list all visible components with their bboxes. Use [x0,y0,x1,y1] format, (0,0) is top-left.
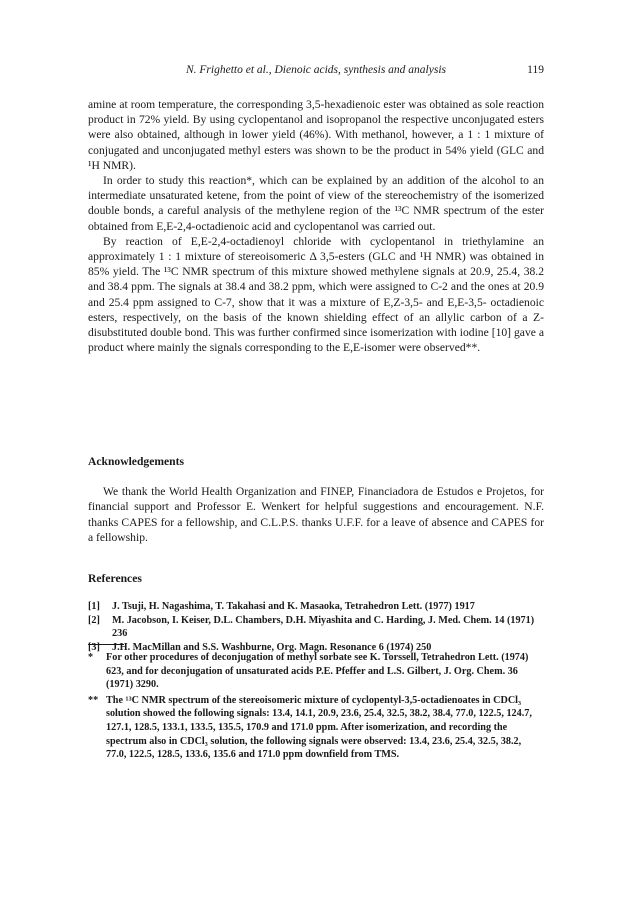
reference-text: J. Tsuji, H. Nagashima, T. Takahasi and K. Masaoka, Tetrahedron Lett. (1977) 1917 [112,601,475,612]
reference-number: [2] [88,614,100,626]
body-text [88,97,544,355]
footnote-mark: ** [88,694,99,706]
reference-item [88,600,544,614]
footnote-text: For other procedures of deconjugation of methyl sorbate see K. Torssell, Tetrahedron Lett. (1974) 623, and for deconjugation of unsaturated acids P.E. Pfeffer and L.S. Gilbert, J. Org. Chem. 36 (1971) 3290. [106,652,529,691]
footnote-text: The ¹³C NMR spectrum of the stereoisomeric mixture of cyclopentyl-3,5-octadienoates in CDCl₃ solution showed the following signals: 13.4, 14.1, 20.9, 23.6, 25.4, 32.5, 38.2, 38.4, 77.0, 122.5, 124.7, 127.1, 128.5, 133.1, 133.5, 135.5, 170.9 and 171.0 ppm. After isomerization, and recording the spectrum also in CDCl₃ solution, the following signals were observed: 13.4, 23.6, 25.4, 32.5, 38.2, 77.0, 122.5, 128.5, 133.6, 135.6 and 171.0 ppm downfield from TMS. [106,694,532,761]
reference-number: [1] [88,601,100,612]
body-paragraph: In order to study this reaction*, which can be explained by an addition of the alcohol to an intermediate unsaturated ketene, from the point of view of the stereochemistry of the isomerized double bonds, a careful analysis of the methylene region of the ¹³C NMR spectrum of the ester obtained from E,E-2,4-octadienoic acid and cyclopentanol was carried out. [88,174,544,233]
reference-text: J.H. MacMillan and S.S. Washburne, Org. Magn. Resonance 6 (1974) 250 [112,641,432,653]
references-heading: References [88,572,142,585]
body-paragraph: amine at room temperature, the corresponding 3,5-hexadienoic ester was obtained as sole reaction product in 72% yield. By using cyclopentanol and isopropanol the respective unconjugated esters were also obtained, although in lower yield (46%). With methanol, however, a 1 : 1 mixture of conjugated and unconjugated methyl esters was shown to be the product in 54% yield (GLC and ¹H NMR). [88,98,544,172]
reference-text: M. Jacobson, I. Keiser, D.L. Chambers, D.H. Miyashita and C. Harding, J. Med. Chem. 14 (1971) 236 [112,614,535,640]
footnote [88,651,544,692]
footnote-divider [88,644,124,645]
footnote [88,694,544,762]
page-header [88,64,544,80]
reference-list [88,600,544,654]
reference-item [88,614,544,641]
footnote-mark: * [88,652,94,663]
footnotes [88,651,544,764]
page-number: 119 [527,64,544,76]
running-title: N. Frighetto et al., Dienoic acids, synthesis and analysis [185,64,446,76]
acknowledgements-heading: Acknowledgements [88,455,184,468]
reference-number: [3] [88,641,100,653]
body-paragraph: By reaction of E,E-2,4-octadienoyl chloride with cyclopentanol in triethylamine an approximately 1 : 1 mixture of stereoisomeric Δ 3,5-esters (GLC and ¹H NMR) was obtained in 85% yield. The ¹³C NMR spectrum of this mixture showed methylene signals at 20.9, 25.4, 38.2 and 38.4 ppm. The signals at 38.4 and 38.2 ppm, which were assigned to C-2 and the ones at 20.9 and 25.4 ppm assigned to C-7, show that it was a mixture of E,Z-3,5- and E,E-3,5- octadienoic esters, respectively, on the basis of the known shielding effect of an allylic carbon of a Z-disubstituted double bond. This was further confirmed since isomerization with iodine [10] gave a product where mainly the signals corresponding to the E,E-isomer were observed**. [88,234,544,355]
acknowledgements-text: We thank the World Health Organization and FINEP, Financiadora de Estudos e Projetos, for financial support and Professor E. Wenkert for helpful suggestions and encouragement. N.F. thanks CAPES for a fellowship, and C.L.P.S. thanks U.F.F. for a leave of absence and CAPES for a fellowship. [88,485,544,545]
